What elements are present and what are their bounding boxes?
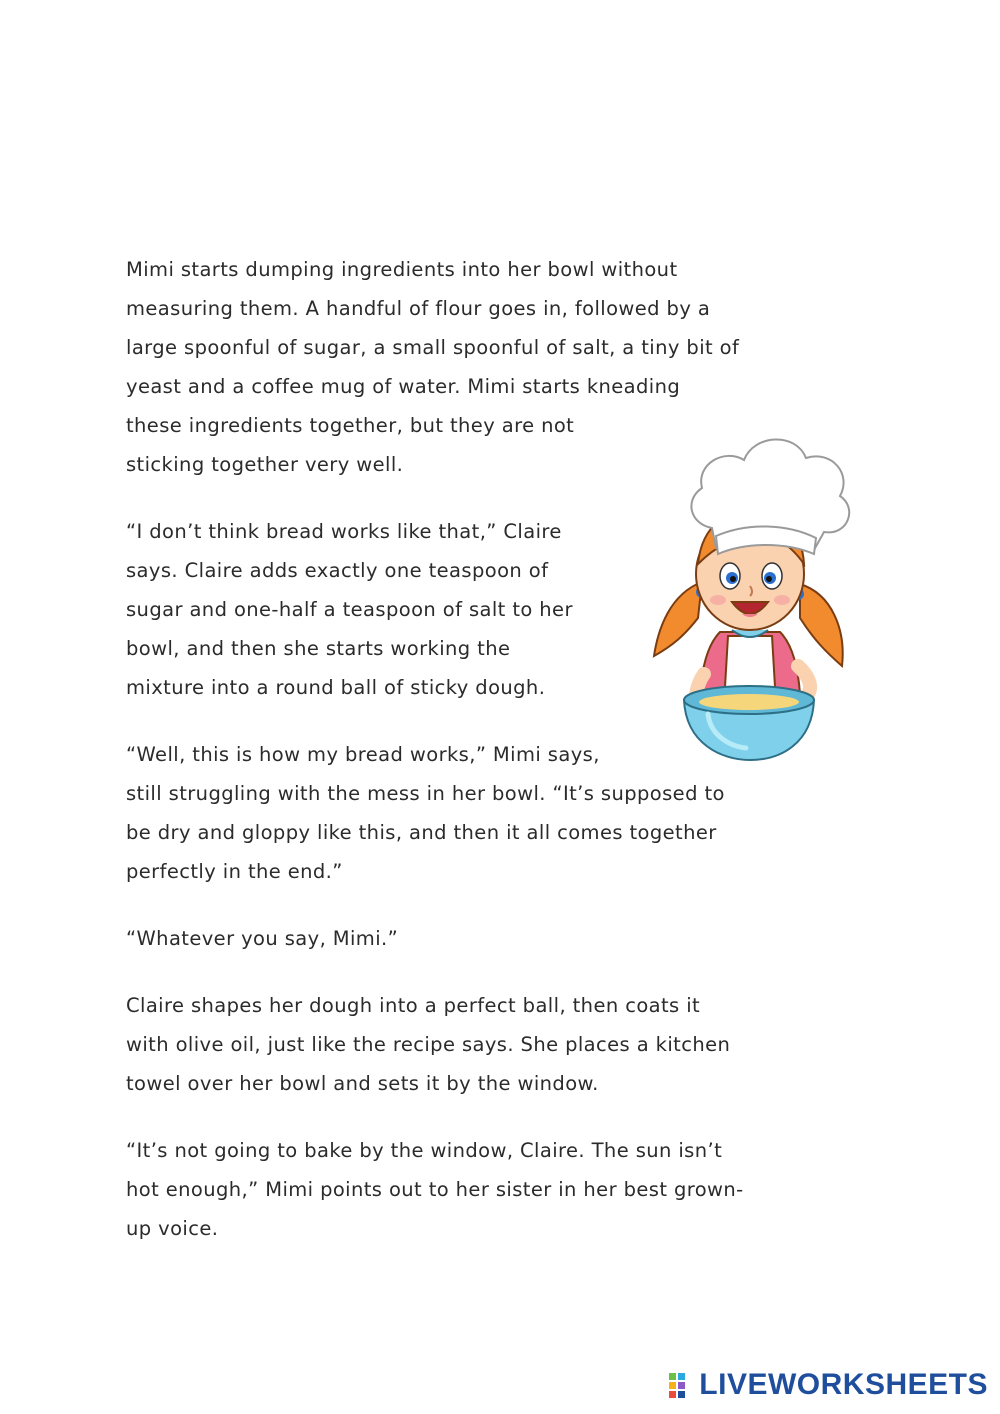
text-line: says. Claire adds exactly one teaspoon of xyxy=(126,559,549,582)
text-line: yeast and a coffee mug of water. Mimi starts kneading xyxy=(126,375,681,398)
text-line: towel over her bowl and sets it by the window. xyxy=(126,1072,599,1095)
girl-chef-mixing-bowl-icon xyxy=(650,404,890,764)
text-line: “It’s not going to bake by the window, Claire. The sun isn’t xyxy=(126,1139,723,1162)
text-line: “Whatever you say, Mimi.” xyxy=(126,927,399,950)
paragraph-5 xyxy=(126,986,846,1103)
text-line: up voice. xyxy=(126,1217,219,1240)
text-line: measuring them. A handful of flour goes in, followed by a xyxy=(126,297,711,320)
liveworksheets-logo xyxy=(669,1368,988,1402)
text-line: still struggling with the mess in her bowl. “It’s supposed to xyxy=(126,782,725,805)
text-line: “Well, this is how my bread works,” Mimi says, xyxy=(126,743,600,766)
text-line: large spoonful of sugar, a small spoonful of salt, a tiny bit of xyxy=(126,336,740,359)
paragraph-6 xyxy=(126,1131,846,1248)
paragraph-4 xyxy=(126,919,846,958)
text-line: be dry and gloppy like this, and then it all comes together xyxy=(126,821,717,844)
text-line: perfectly in the end.” xyxy=(126,860,343,883)
liveworksheets-logo-icon xyxy=(669,1371,695,1399)
logo-text: LIVEWORKSHEETS xyxy=(699,1368,988,1401)
text-line: sticking together very well. xyxy=(126,453,404,476)
text-line: these ingredients together, but they are not xyxy=(126,414,575,437)
text-line: Mimi starts dumping ingredients into her bowl without xyxy=(126,258,678,281)
text-line: “I don’t think bread works like that,” Claire xyxy=(126,520,562,543)
text-line: bowl, and then she starts working the xyxy=(126,637,511,660)
text-line: with olive oil, just like the recipe says. She places a kitchen xyxy=(126,1033,731,1056)
text-line: hot enough,” Mimi points out to her sister in her best grown- xyxy=(126,1178,744,1201)
text-line: Claire shapes her dough into a perfect ball, then coats it xyxy=(126,994,701,1017)
text-line: mixture into a round ball of sticky dough. xyxy=(126,676,546,699)
text-line: sugar and one-half a teaspoon of salt to her xyxy=(126,598,573,621)
